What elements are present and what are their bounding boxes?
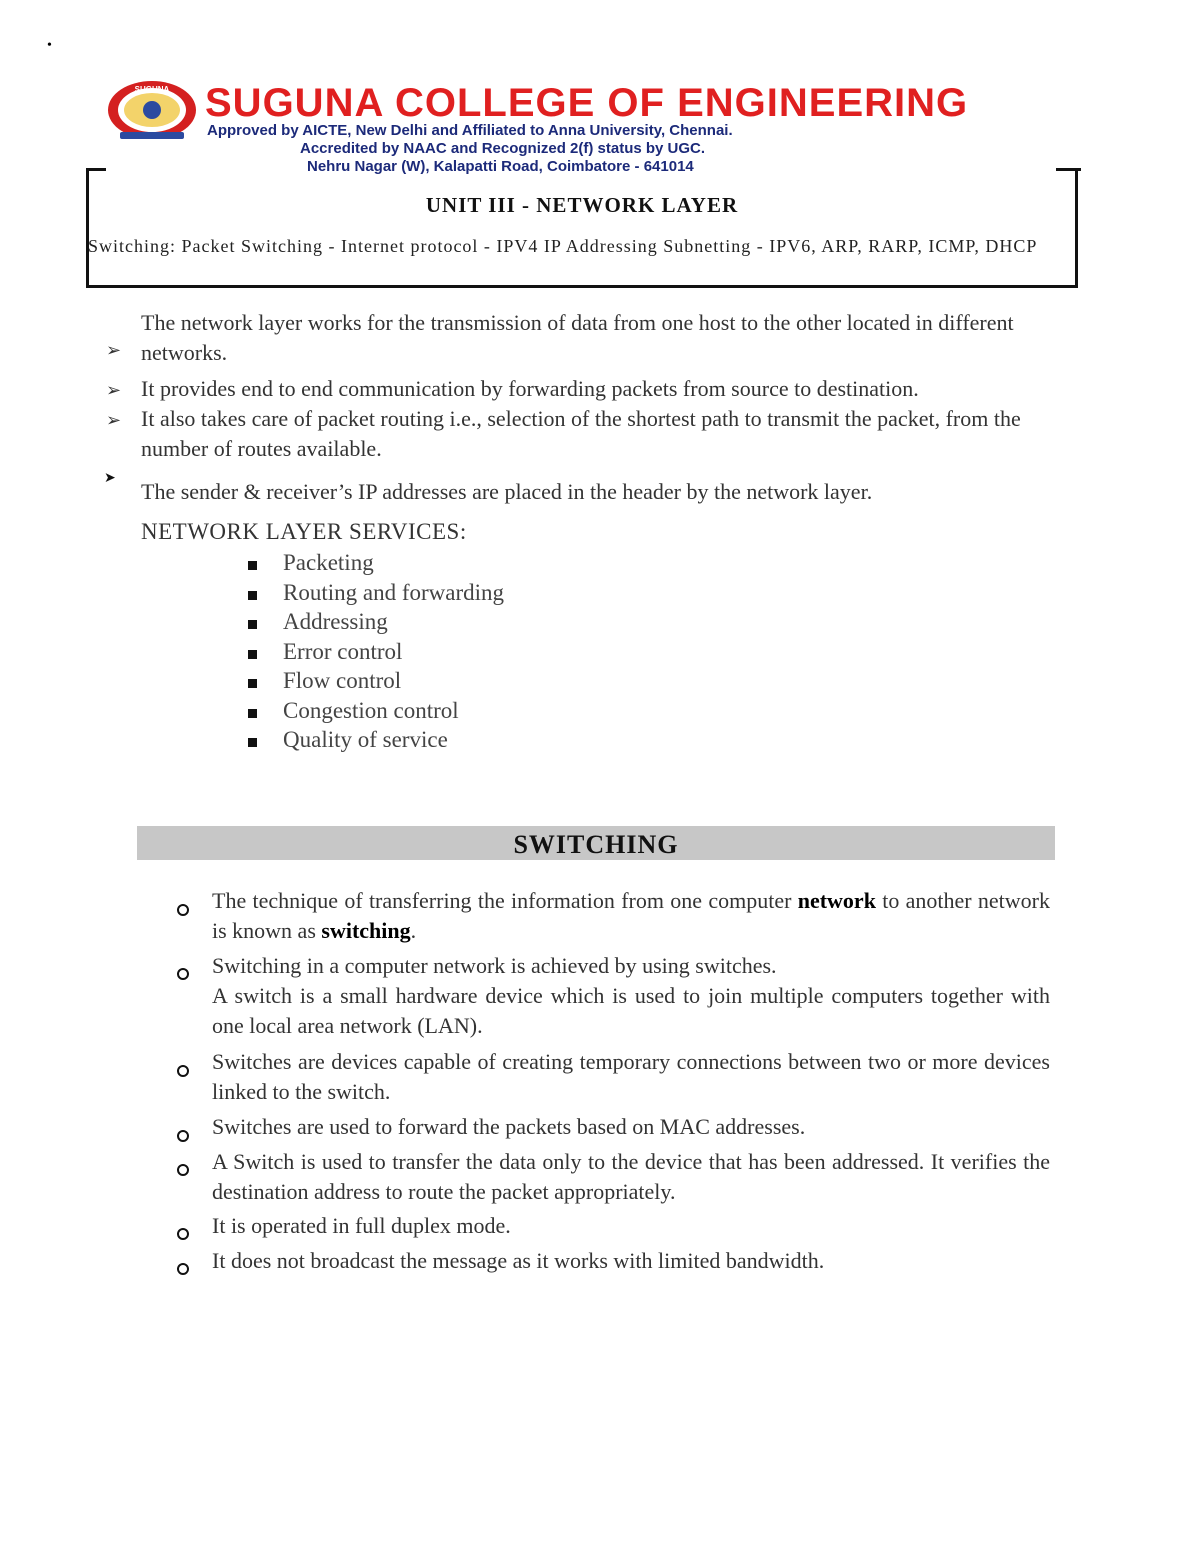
switching-point-4: Switches are used to forward the packets based on MAC addresses. <box>212 1114 806 1139</box>
arrow-bullet-icon: ➢ <box>106 380 122 400</box>
arrow-bullet-icon: ➢ <box>106 340 122 360</box>
unit-topics: Switching: Packet Switching - Internet protocol - IPV4 IP Addressing Subnetting - IPV6, ARP, RARP, ICMP, DHCP <box>88 236 1038 256</box>
intro-bullet-2: It provides end to end communication by forwarding packets from source to destination. <box>141 376 919 401</box>
list-item: Flow control <box>248 666 504 696</box>
unit-title: UNIT III - NETWORK LAYER <box>425 193 739 217</box>
list-item: Packeting <box>248 548 504 578</box>
circle-bullet-icon <box>177 904 189 916</box>
circle-bullet-icon <box>177 1130 189 1142</box>
circle-bullet-icon <box>177 1228 189 1240</box>
accreditation-line: Accredited by NAAC and Recognized 2(f) status by UGC. <box>300 140 706 157</box>
switching-point-6: It is operated in full duplex mode. <box>212 1213 511 1238</box>
switching-point-5: A Switch is used to transfer the data only to the device that has been addressed. It verifies the destination address to route the packet appropriately. <box>212 1149 1050 1204</box>
address-line: Nehru Nagar (W), Kalapatti Road, Coimbatore - 641014 <box>307 158 694 175</box>
intro-bullet-3: It also takes care of packet routing i.e., selection of the shortest path to transmit the packet, from the number of routes available. <box>141 406 1021 461</box>
intro-bullet-1: The network layer works for the transmission of data from one host to the other located in different networks. <box>141 310 1014 365</box>
box-corner-right <box>1056 168 1081 171</box>
approval-line: Approved by AICTE, New Delhi and Affiliated to Anna University, Chennai. <box>207 122 733 139</box>
switching-point-3: Switches are devices capable of creating temporary connections between two or more devices linked to the switch. <box>212 1049 1050 1104</box>
services-heading: NETWORK LAYER SERVICES: <box>141 519 467 544</box>
circle-bullet-icon <box>177 1263 189 1275</box>
circle-bullet-icon <box>177 968 189 980</box>
arrow-bullet-icon: ➢ <box>106 410 122 430</box>
square-bullet-icon <box>248 561 257 570</box>
square-bullet-icon <box>248 738 257 747</box>
circle-bullet-icon <box>177 1164 189 1176</box>
list-item: Error control <box>248 637 504 667</box>
list-item: Quality of service <box>248 725 504 755</box>
unit-box <box>86 168 1078 288</box>
list-item: Addressing <box>248 607 504 637</box>
circle-bullet-icon <box>177 1065 189 1077</box>
switching-point-2b: A switch is a small hardware device which is used to join multiple computers together with one local area network (LAN). <box>212 983 1050 1038</box>
intro-bullet-4: The sender & receiver’s IP addresses are placed in the header by the network layer. <box>141 479 873 504</box>
square-bullet-icon <box>248 679 257 688</box>
square-bullet-icon <box>248 650 257 659</box>
college-name: SUGUNA COLLEGE OF ENGINEERING <box>205 81 969 125</box>
switching-point-2: Switching in a computer network is achieved by using switches. <box>212 953 777 978</box>
square-bullet-icon <box>248 709 257 718</box>
square-bullet-icon <box>248 591 257 600</box>
switching-point-7: It does not broadcast the message as it works with limited bandwidth. <box>212 1248 825 1273</box>
svg-text:SUGUNA: SUGUNA <box>134 85 170 94</box>
switching-heading: SWITCHING <box>137 826 1055 860</box>
stray-dot: • <box>47 38 52 53</box>
box-corner-left <box>86 168 106 171</box>
list-item: Congestion control <box>248 696 504 726</box>
list-item: Routing and forwarding <box>248 578 504 608</box>
services-list <box>248 548 504 755</box>
small-arrow-icon: ➤ <box>104 471 116 486</box>
square-bullet-icon <box>248 620 257 629</box>
switching-point-1: The technique of transferring the information from one computer network to another network is known as switching. <box>212 888 1051 943</box>
college-logo <box>106 80 198 142</box>
